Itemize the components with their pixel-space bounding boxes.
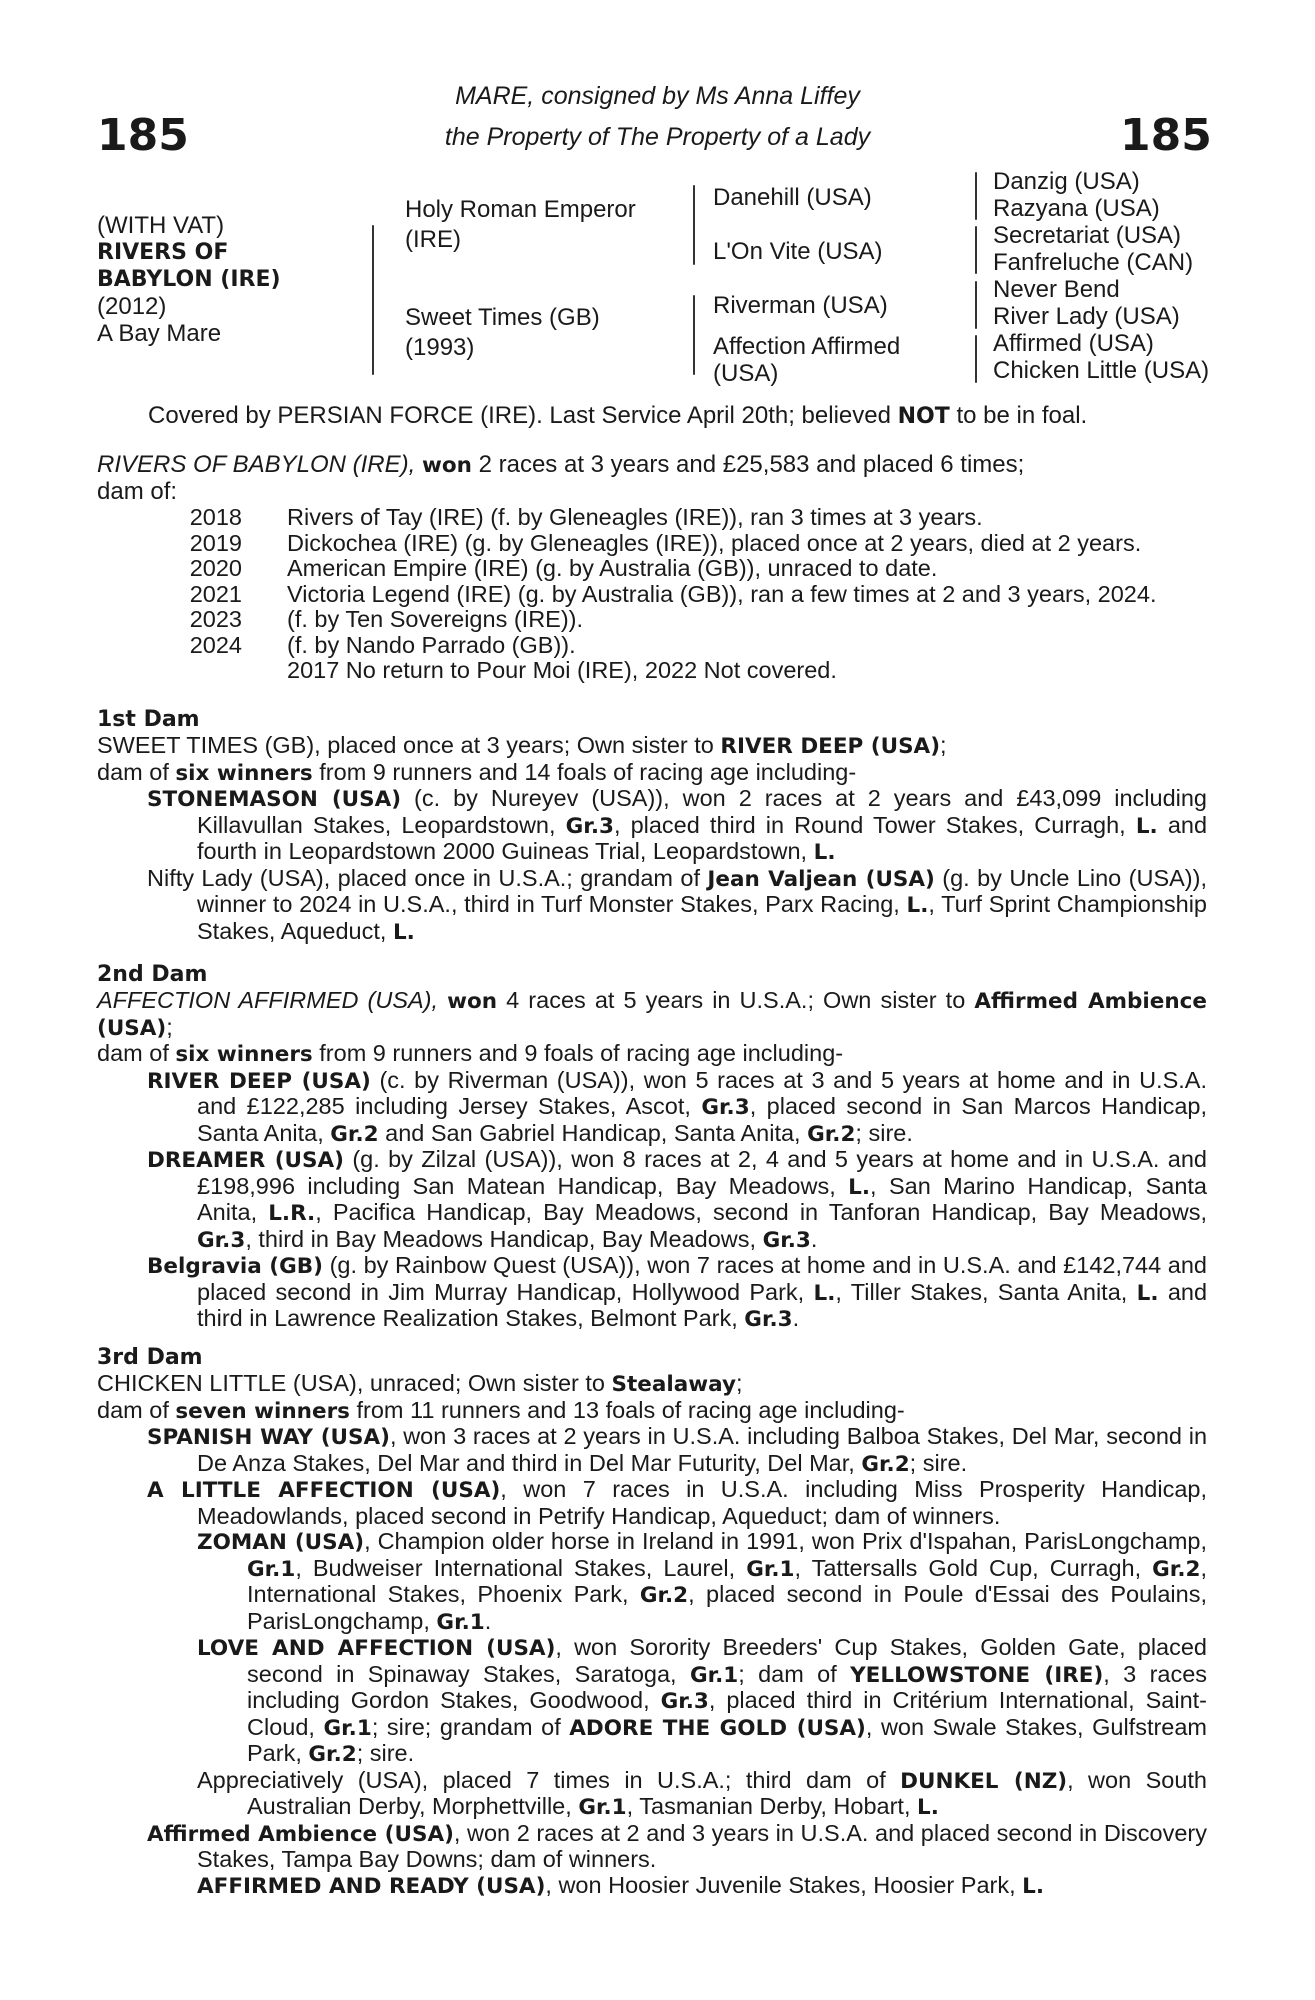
grade: Gr.2 [807, 1121, 856, 1147]
won-label: won [447, 989, 498, 1014]
pedigree-sss: Danzig (USA) [993, 168, 1140, 195]
consignor-line: MARE, consigned by Ms Anna Liffey [455, 82, 860, 110]
second-dam-section [97, 962, 1207, 1333]
first-dam-heading: 1st Dam [97, 707, 200, 732]
entry-text: , Champion older horse in Ireland in 1991, won Prix d'Ispahan, ParisLongchamp, [364, 1528, 1207, 1554]
entry-text: , won Hoosier Juvenile Stakes, Hoosier Park, [545, 1871, 1016, 1898]
pedigree-ssd: Razyana (USA) [993, 195, 1160, 222]
record-dam-of: dam of: [97, 478, 178, 505]
entry-text: , 3 races including Gordon Stakes, Goodwood, [247, 1660, 1208, 1713]
grade: L. [1022, 1873, 1045, 1899]
entry-text: , placed second in San Marcos Handicap, Santa Anita, [197, 1093, 1207, 1146]
horse-id-block [97, 212, 281, 347]
grade: L. [392, 919, 415, 945]
produce-entry [97, 1253, 1207, 1333]
entry-text: ; sire; grandam of [371, 1713, 561, 1740]
grade: L. [1136, 1280, 1159, 1306]
entry-text: , Tasmanian Derby, Hobart, [626, 1793, 911, 1819]
covering-text: Covered by PERSIAN FORCE (IRE). Last Service April 20th; believed [148, 402, 891, 429]
third-dam-runners: from 11 runners and 13 foals of racing age including- [356, 1396, 905, 1423]
grade: Gr.1 [746, 1556, 795, 1582]
produce-year [97, 658, 242, 684]
lot-number-left: 185 [97, 110, 189, 161]
vat-note: (WITH VAT) [97, 212, 225, 239]
entry-text: , Tiller Stakes, Santa Anita, [835, 1278, 1128, 1305]
entry-text: (c. by Riverman (USA)), won 5 races at 3 and 5 years at home and in U.S.A. and £122,285 including Jersey Stakes, Ascot, [197, 1066, 1207, 1119]
produce-text: Rivers of Tay (IRE) (f. by Gleneagles (IRE)), ran 3 times at 3 years. [287, 504, 983, 530]
horse-name-line2: BABYLON (IRE) [97, 267, 281, 292]
pedigree-ds: Riverman (USA) [713, 292, 888, 319]
pedigree-brace-2b [693, 295, 695, 375]
grade: L. [848, 1174, 871, 1200]
entry-text: ; sire. [855, 1119, 913, 1146]
grade: Gr.1 [689, 1662, 739, 1688]
punct: ; [166, 1013, 173, 1040]
entry-text: , placed third in Round Tower Stakes, Curragh, [613, 811, 1126, 838]
third-dam-winners: seven winners [175, 1398, 350, 1424]
entry-text: and third in Lawrence Realization Stakes, Belmont Park, [197, 1278, 1208, 1331]
first-dam-runners: from 9 runners and 14 foals of racing age including- [319, 758, 857, 785]
produce-list [97, 505, 1207, 684]
grade: L. [813, 840, 836, 865]
pedigree-brace-3c [975, 281, 977, 329]
entry-name: DUNKEL (NZ) [900, 1768, 1068, 1794]
entry-text: , won 2 races at 2 and 3 years in U.S.A. and placed second in Discovery Stakes, Tampa Bay Downs; dam of winners. [197, 1819, 1207, 1872]
pedigree-sds: Secretariat (USA) [993, 222, 1182, 249]
entry-text: , Budweiser International Stakes, Laurel, [295, 1554, 736, 1581]
entry-text: . [792, 1305, 800, 1331]
entry-text: , won 7 races in U.S.A. including Miss Prosperity Handicap, Meadowlands, placed second in Petrify Handicap, Aqueduct; dam of winners. [197, 1476, 1207, 1529]
grade: Gr.1 [578, 1795, 627, 1820]
grade: Gr.2 [330, 1121, 379, 1147]
produce-row [97, 582, 1207, 608]
produce-row [97, 633, 1207, 659]
dam-of-label: dam of [97, 758, 169, 785]
pedigree-brace-3a [975, 172, 977, 220]
grade: L. [1135, 813, 1158, 839]
lot-number-right: 185 [1120, 110, 1212, 161]
produce-entry [97, 1873, 1207, 1900]
grade: L.R. [268, 1201, 316, 1226]
pedigree-sire: Holy Roman Emperor (IRE) [405, 196, 636, 253]
entry-name: ZOMAN (USA) [197, 1530, 365, 1555]
pedigree-dss: Never Bend [993, 276, 1120, 303]
pedigree-dam: Sweet Times (GB) (1993) [405, 304, 600, 361]
entry-name: SPANISH WAY (USA) [147, 1425, 390, 1450]
covering-end: to be in foal. [956, 402, 1088, 429]
entry-name: A LITTLE AFFECTION (USA) [147, 1478, 501, 1503]
pedigree-brace-3d [975, 335, 977, 383]
grade: Gr.1 [323, 1715, 372, 1741]
entry-text: 4 races at 5 years in U.S.A.; Own sister to [506, 987, 966, 1013]
produce-text: American Empire (IRE) (g. by Australia (GB)), unraced to date. [287, 555, 938, 581]
entry-text: , won Sorority Breeders' Cup Stakes, Golden Gate, placed second in Spinaway Stakes, Saratoga, [247, 1634, 1208, 1687]
produce-entry [97, 1424, 1207, 1477]
entry-name: YELLOWSTONE (IRE) [850, 1662, 1104, 1688]
produce-row [97, 607, 1207, 633]
entry-text: . [484, 1607, 492, 1634]
entry-name: AFFIRMED AND READY (USA) [197, 1873, 546, 1899]
record-won: won [421, 453, 472, 478]
produce-entry [97, 1635, 1207, 1768]
produce-year: 2020 [189, 555, 242, 581]
entry-name: Belgravia (GB) [147, 1254, 323, 1279]
pedigree-dd: Affection Affirmed (USA) [713, 333, 901, 387]
grade: Gr.3 [701, 1095, 750, 1120]
entry-text: (g. by Rainbow Quest (USA)), won 7 races at home and in U.S.A. and £142,744 and placed second in Jim Murray Handicap, Hollywood Park, [197, 1252, 1207, 1305]
punct: ; [940, 732, 947, 758]
pedigree-dsd: River Lady (USA) [993, 303, 1180, 330]
entry-text: , placed third in Critérium International, Saint-Cloud, [247, 1687, 1207, 1740]
record-name: RIVERS OF BABYLON (IRE), [97, 451, 416, 478]
grade: Gr.2 [308, 1742, 357, 1767]
third-dam-line1: CHICKEN LITTLE (USA), unraced; Own sister to [97, 1370, 606, 1396]
produce-row [97, 658, 1207, 684]
dam-of-label: dam of [97, 1396, 169, 1423]
produce-entry [97, 1821, 1207, 1873]
third-dam-heading: 3rd Dam [97, 1345, 203, 1370]
grade: L. [813, 1280, 836, 1306]
second-dam-heading: 2nd Dam [97, 962, 208, 987]
produce-text: (f. by Ten Sovereigns (IRE)). [287, 606, 584, 632]
entry-text: , won 3 races at 2 years in U.S.A. including Balboa Stakes, Del Mar, second in De Anza Stakes, Del Mar and third in Del Mar Futurity, Del Mar, [197, 1423, 1208, 1476]
produce-row [97, 505, 1207, 531]
entry-text: and fourth in Leopardstown 2000 Guineas Trial, Leopardstown, [197, 811, 1208, 864]
entry-text: (c. by Nureyev (USA)), won 2 races at 2 years and £43,099 including Killavullan Stakes, Leopardstown, [197, 785, 1207, 838]
entry-text: , Pacifica Handicap, Bay Meadows, second in Tanforan Handicap, Bay Meadows, [315, 1199, 1207, 1225]
pedigree-ss: Danehill (USA) [713, 184, 872, 211]
second-dam-runners: from 9 runners and 9 foals of racing age including- [319, 1040, 844, 1066]
entry-text: , won South Australian Derby, Morphettville, [247, 1766, 1207, 1819]
grade: L. [906, 893, 929, 918]
second-dam-winners: six winners [175, 1042, 313, 1067]
entry-text: , International Stakes, Phoenix Park, [247, 1554, 1207, 1607]
entry-name: STONEMASON (USA) [147, 787, 402, 812]
horse-name-line1: RIVERS OF [97, 240, 229, 265]
entry-name: ADORE THE GOLD (USA) [569, 1715, 866, 1741]
produce-year: 2019 [189, 529, 242, 556]
grade: Gr.1 [436, 1609, 485, 1635]
entry-text: , San Marino Handicap, Santa Anita, [197, 1172, 1208, 1225]
foaling-year: (2012) [97, 293, 167, 320]
produce-text: Dickochea (IRE) (g. by Gleneagles (IRE)), placed once at 2 years, died at 2 years. [287, 529, 1142, 556]
punct: ; [736, 1370, 743, 1396]
grade: Gr.3 [660, 1689, 709, 1714]
entry-text: ; sire. [909, 1449, 968, 1476]
entry-text: , placed second in Poule d'Essai des Poulains, ParisLongchamp, [247, 1581, 1207, 1634]
grade: Gr.1 [247, 1556, 296, 1582]
entry-text: , third in Bay Meadows Handicap, Bay Meadows, [245, 1225, 757, 1252]
third-dam-sister: Stealaway [611, 1372, 737, 1397]
covering-note [148, 401, 1208, 432]
produce-year: 2021 [189, 580, 242, 607]
pedigree-ddd: Chicken Little (USA) [993, 357, 1210, 384]
produce-text: Victoria Legend (IRE) (g. by Australia (GB)), ran a few times at 2 and 3 years, 2024. [287, 580, 1157, 607]
produce-text: 2017 No return to Pour Moi (IRE), 2022 Not covered. [287, 657, 837, 683]
grade: L. [917, 1795, 939, 1820]
entry-text: (g. by Zilzal (USA)), won 8 races at 2, 4 and 5 years at home and in U.S.A. and £198,996 including San Matean Handicap, Bay Meadows, [197, 1146, 1207, 1199]
entry-text: Appreciatively (USA), placed 7 times in U.S.A.; third dam of [197, 1766, 886, 1793]
entry-name: LOVE AND AFFECTION (USA) [197, 1636, 556, 1661]
grade: Gr.3 [762, 1227, 811, 1253]
grade: Gr.3 [565, 813, 614, 839]
grade: Gr.3 [744, 1307, 793, 1332]
property-line: the Property of The Property of a Lady [444, 123, 871, 151]
pedigree-brace-1 [372, 225, 374, 375]
pedigree-sd: L'On Vite (USA) [713, 238, 883, 265]
produce-row [97, 531, 1207, 557]
grade: Gr.3 [197, 1227, 246, 1253]
entry-name: DREAMER (USA) [147, 1148, 344, 1173]
entry-text: ; dam of [738, 1660, 837, 1687]
pedigree-sdd: Fanfreluche (CAN) [993, 249, 1194, 276]
produce-year: 2024 [189, 631, 242, 658]
produce-year: 2023 [189, 606, 242, 632]
entry-text: ; sire. [356, 1740, 415, 1766]
entry-name: RIVER DEEP (USA) [147, 1068, 371, 1094]
entry-text: , Tattersalls Gold Cup, Curragh, [794, 1554, 1142, 1581]
pedigree-brace-2a [693, 185, 695, 265]
second-dam-name: AFFECTION AFFIRMED (USA), [97, 987, 439, 1013]
entry-text: , won Swale Stakes, Gulfstream Park, [247, 1713, 1208, 1766]
pedigree-dds: Affirmed (USA) [993, 330, 1154, 357]
entry-text: , Turf Sprint Championship Stakes, Aqueduct, [197, 891, 1207, 944]
produce-entry [97, 1147, 1207, 1253]
entry-name: Affirmed Ambience (USA) [147, 1821, 454, 1847]
pedigree-brace-3b [975, 226, 977, 274]
first-dam-winners: six winners [175, 760, 313, 786]
produce-text: (f. by Nando Parrado (GB)). [287, 631, 576, 658]
produce-entry [97, 1068, 1207, 1148]
dam-of-label: dam of [97, 1040, 169, 1066]
entry-text: (g. by Uncle Lino (USA)), winner to 2024 in U.S.A., third in Turf Monster Stakes, Parx Racing, [197, 864, 1207, 917]
produce-row [97, 556, 1207, 582]
record-text: 2 races at 3 years and £25,583 and placed 6 times; [478, 451, 1025, 478]
produce-entry [97, 1529, 1207, 1635]
first-dam-line1: SWEET TIMES (GB), placed once at 3 years; Own sister to [97, 732, 714, 758]
grade: Gr.2 [639, 1583, 689, 1608]
first-dam-section [97, 707, 1207, 945]
entry-text: . [810, 1225, 818, 1252]
grade: Gr.2 [1152, 1556, 1201, 1582]
first-dam-sister: RIVER DEEP (USA) [720, 734, 941, 759]
horse-description: A Bay Mare [97, 320, 222, 347]
produce-entry [97, 786, 1207, 866]
produce-entry [97, 1768, 1207, 1821]
grade: Gr.2 [861, 1451, 910, 1477]
race-record [97, 452, 1207, 505]
produce-year: 2018 [189, 504, 242, 530]
entry-text: Nifty Lady (USA), placed once in U.S.A.; grandam of [147, 864, 700, 891]
covering-not: NOT [897, 404, 950, 429]
produce-entry [97, 866, 1207, 946]
produce-entry [97, 1477, 1207, 1529]
entry-text: and San Gabriel Handicap, Santa Anita, [385, 1119, 801, 1146]
entry-name: Jean Valjean (USA) [707, 866, 935, 892]
third-dam-section [97, 1345, 1207, 1899]
second-dam-sister: Affirmed Ambience (USA) [97, 989, 1207, 1041]
